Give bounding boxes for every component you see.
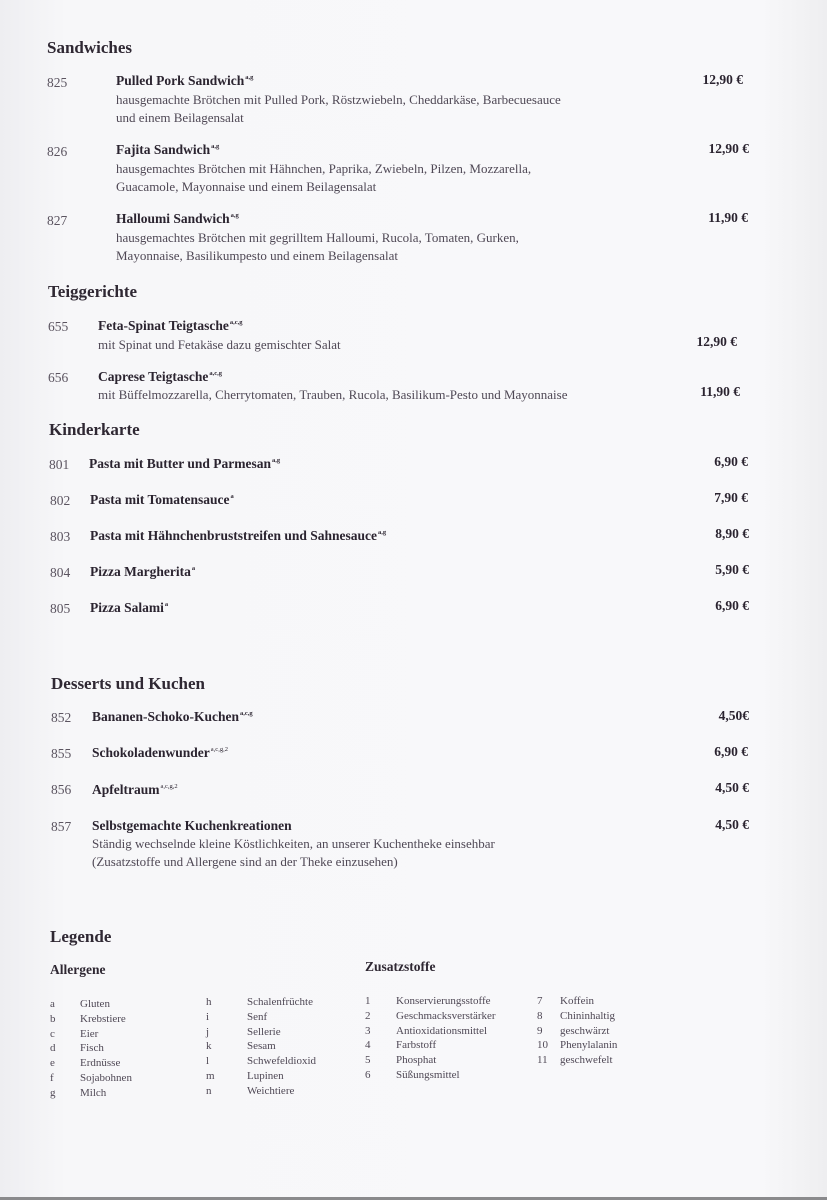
item-description: hausgemachtes Brötchen mit Hähnchen, Paprika, Zwiebeln, Pilzen, Mozzarella, — [116, 161, 532, 176]
item-name: Pulled Pork Sandwich$^{a,g}$ — [116, 73, 254, 88]
item-name: Pizza Salami$^a$ — [90, 600, 169, 615]
allergene-values-col1: Gluten Krebstiere Eier Fisch Erdnüsse Sojabohnen Milch — [80, 998, 132, 1099]
item-number: 803 — [50, 529, 71, 544]
item-price: 6,90 € — [715, 598, 749, 613]
item-number: 804 — [50, 565, 71, 580]
allergene-keys-col1: a b c d e f g — [50, 998, 56, 1099]
item-name: Halloumi Sandwich$^{a,g}$ — [116, 211, 239, 226]
legend-title: Legende — [50, 927, 112, 946]
item-price: 6,90 € — [714, 454, 748, 469]
item-price: 4,50€ — [718, 708, 749, 723]
zusatz-values-col2: Koffein Chininhaltig geschwärzt Phenylalanin geschwefelt — [560, 995, 618, 1067]
item-number: 802 — [50, 493, 71, 508]
allergene-title: Allergene — [50, 962, 106, 977]
zusatz-keys-col2: 7 8 9 10 11 — [537, 995, 548, 1067]
item-number: 852 — [51, 710, 72, 725]
item-number: 855 — [51, 746, 72, 761]
item-price: 8,90 € — [715, 526, 749, 541]
item-name: Pasta mit Butter und Parmesan$^{a,g}$ — [89, 456, 281, 471]
item-number: 825 — [47, 75, 68, 90]
section-title-teiggerichte: Teiggerichte — [48, 282, 138, 301]
item-price: 7,90 € — [714, 490, 748, 505]
item-price: 11,90 € — [700, 384, 740, 399]
item-description-line2: und einem Beilagensalat — [116, 110, 244, 125]
item-name: Bananen-Schoko-Kuchen$^{a,c,g}$ — [92, 709, 253, 724]
item-price: 4,50 € — [715, 817, 749, 832]
item-name: Feta-Spinat Teigtasche$^{a,c,g}$ — [98, 318, 243, 333]
item-number: 805 — [50, 601, 71, 616]
zusatzstoffe-title: Zusatzstoffe — [365, 959, 436, 974]
item-description-line2: (Zusatzstoffe und Allergene sind an der Theke einzusehen) — [92, 854, 398, 869]
item-price: 5,90 € — [715, 562, 749, 577]
item-price: 6,90 € — [714, 744, 748, 759]
item-name: Fajita Sandwich$^{a,g}$ — [116, 142, 220, 157]
item-description: hausgemachtes Brötchen mit gegrilltem Halloumi, Rucola, Tomaten, Gurken, — [116, 230, 519, 245]
item-description: mit Büffelmozzarella, Cherrytomaten, Trauben, Rucola, Basilikum-Pesto und Mayonnaise — [98, 387, 568, 402]
item-number: 856 — [51, 782, 72, 797]
item-number: 801 — [49, 457, 70, 472]
item-price: 4,50 € — [715, 780, 749, 795]
section-title-sandwiches: Sandwiches — [47, 38, 133, 57]
allergene-keys-col2: h i j k l m n — [206, 996, 215, 1097]
section-title-desserts: Desserts und Kuchen — [51, 674, 205, 693]
item-description: hausgemachte Brötchen mit Pulled Pork, Röstzwiebeln, Cheddarkäse, Barbecuesauce — [116, 92, 561, 107]
item-name: Pasta mit Hähnchenbruststreifen und Sahnesauce$^{a,g}$ — [90, 528, 387, 543]
item-name: Pasta mit Tomatensauce$^a$ — [90, 492, 234, 507]
section-title-kinderkarte: Kinderkarte — [49, 420, 140, 439]
item-description-line2: Guacamole, Mayonnaise und einem Beilagensalat — [116, 179, 377, 194]
item-name: Pizza Margherita$^a$ — [90, 564, 196, 579]
zusatz-keys-col1: 1 2 3 4 5 6 — [365, 995, 371, 1081]
item-description: mit Spinat und Fetakäse dazu gemischter Salat — [98, 337, 341, 352]
item-number: 826 — [47, 144, 68, 159]
item-name: Selbstgemachte Kuchenkreationen — [92, 818, 292, 833]
allergene-values-col2: Schalenfrüchte Senf Sellerie Sesam Schwefeldioxid Lupinen Weichtiere — [247, 996, 317, 1097]
item-description-line2: Mayonnaise, Basilikumpesto und einem Beilagensalat — [116, 248, 398, 263]
item-name: Schokoladenwunder$^{a,c,g,2}$ — [92, 745, 228, 760]
item-price: 12,90 € — [702, 72, 743, 87]
item-price: 12,90 € — [696, 334, 737, 349]
item-price: 12,90 € — [708, 141, 749, 156]
item-number: 655 — [48, 319, 69, 334]
item-description: Ständig wechselnde kleine Köstlichkeiten, an unserer Kuchentheke einsehbar — [92, 836, 495, 851]
item-number: 857 — [51, 819, 72, 834]
item-name: Apfeltraum$^{a,c,g,2}$ — [92, 782, 178, 797]
item-name: Caprese Teigtasche$^{a,c,g}$ — [98, 369, 223, 384]
item-price: 11,90 € — [708, 210, 748, 225]
item-number: 656 — [48, 370, 69, 385]
item-number: 827 — [47, 213, 68, 228]
zusatz-values-col1: Konservierungsstoffe Geschmacksverstärker Antioxidationsmittel Farbstoff Phosphat Süßungsmittel — [396, 995, 496, 1081]
